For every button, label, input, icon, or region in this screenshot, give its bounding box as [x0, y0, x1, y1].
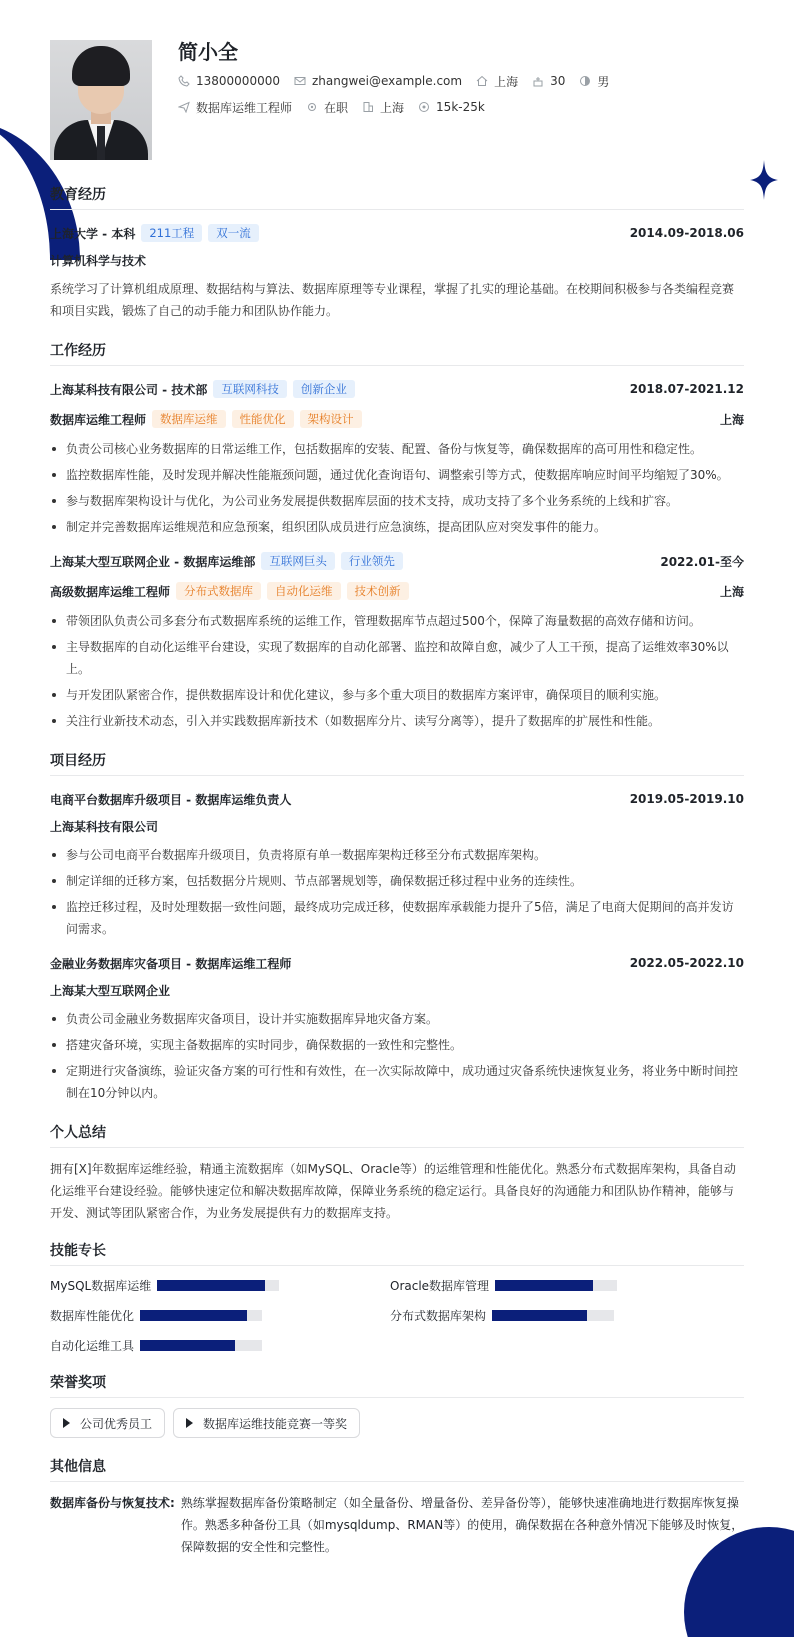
skill-name: 数据库性能优化 — [50, 1308, 135, 1323]
skill-bar — [140, 1310, 262, 1321]
skill-bar-fill — [157, 1280, 264, 1291]
section-title: 工作经历 — [50, 336, 744, 366]
position-text: 数据库运维工程师 — [196, 100, 293, 115]
project-title: 电商平台数据库升级项目 - 数据库运维负责人 — [50, 792, 292, 807]
role-tag: 自动化运维 — [267, 582, 341, 600]
salary-text: 15k-25k — [436, 100, 485, 114]
honor-label: 数据库运维技能竞赛一等奖 — [203, 1416, 348, 1431]
list-item: 监控数据库性能，及时发现并解决性能瓶颈问题，通过优化查询语句、调整索引等方式，使数据库响应时间平均缩短了30%。 — [50, 464, 744, 486]
work-section — [50, 336, 744, 732]
location-text: 上海 — [494, 74, 519, 89]
skill-name: Oracle数据库管理 — [390, 1278, 490, 1293]
send-icon — [178, 101, 190, 113]
role-tag: 架构设计 — [300, 410, 362, 428]
work-entry — [50, 548, 744, 732]
company-tag: 创新企业 — [293, 380, 355, 398]
contact-row — [178, 68, 623, 94]
resume-header — [50, 40, 744, 160]
project-title: 金融业务数据库灾备项目 - 数据库运维工程师 — [50, 956, 292, 971]
work-date: 2018.07-2021.12 — [629, 382, 744, 396]
skill-bar-fill — [495, 1280, 593, 1291]
skill-bar — [495, 1280, 617, 1291]
project-company: 上海某科技有限公司 — [50, 820, 159, 834]
play-icon — [63, 1418, 70, 1428]
work-location: 上海 — [719, 412, 744, 427]
skill-item — [50, 1336, 390, 1354]
gender-text: 男 — [597, 74, 610, 89]
list-item: 定期进行灾备演练，验证灾备方案的可行性和有效性，在一次实际故障中，成功通过灾备系统快速恢复业务，将业务中断时间控制在10分钟以内。 — [50, 1060, 744, 1104]
role-tag: 性能优化 — [232, 410, 294, 428]
skill-name: 分布式数据库架构 — [390, 1308, 487, 1323]
list-item: 制定并完善数据库运维规范和应急预案，组织团队成员进行应急演练，提高团队应对突发事件的能力。 — [50, 516, 744, 538]
skill-item — [50, 1306, 390, 1324]
skill-bar — [140, 1340, 262, 1351]
phone-icon — [178, 75, 190, 87]
section-title: 荣誉奖项 — [50, 1368, 744, 1398]
major: 计算机科学与技术 — [50, 254, 147, 268]
work-date: 2022.01-至今 — [660, 554, 744, 569]
company-tag: 互联网科技 — [213, 380, 287, 398]
project-entry — [50, 950, 744, 1104]
profile-photo — [50, 40, 152, 160]
city-text: 上海 — [380, 100, 405, 115]
skill-name: 自动化运维工具 — [50, 1338, 135, 1353]
list-item: 负责公司金融业务数据库灾备项目，设计并实施数据库异地灾备方案。 — [50, 1008, 744, 1030]
company-tag: 互联网巨头 — [261, 552, 335, 570]
project-date: 2019.05-2019.10 — [629, 792, 744, 806]
section-title: 项目经历 — [50, 746, 744, 776]
list-item: 与开发团队紧密合作，提供数据库设计和优化建议，参与多个重大项目的数据库方案评审，确保项目的顺利实施。 — [50, 684, 744, 706]
list-item: 参与数据库架构设计与优化，为公司业务发展提供数据库层面的技术支持，成功支持了多个业务系统的上线和扩容。 — [50, 490, 744, 512]
section-title: 教育经历 — [50, 180, 744, 210]
skills-section — [50, 1236, 744, 1354]
header-info — [178, 40, 623, 160]
section-title: 技能专长 — [50, 1236, 744, 1266]
status-text: 在职 — [324, 100, 349, 115]
job-intent-row — [178, 94, 623, 120]
skill-bar — [157, 1280, 279, 1291]
honors-section — [50, 1368, 744, 1438]
gender-icon — [579, 75, 591, 87]
section-title: 个人总结 — [50, 1118, 744, 1148]
skill-bar — [492, 1310, 614, 1321]
company-name: 上海某科技有限公司 - 技术部 — [50, 382, 208, 397]
role-name: 数据库运维工程师 — [50, 412, 147, 427]
work-location: 上海 — [719, 584, 744, 599]
salary-icon — [418, 101, 430, 113]
honor-chip[interactable] — [50, 1408, 165, 1438]
role-tag: 数据库运维 — [152, 410, 226, 428]
list-item: 带领团队负责公司多套分布式数据库系统的运维工作，管理数据库节点超过500个，保障了海量数据的高效存储和访问。 — [50, 610, 744, 632]
skill-item — [390, 1276, 730, 1294]
skill-bar-fill — [492, 1310, 587, 1321]
other-label: 数据库备份与恢复技术: — [50, 1496, 175, 1510]
role-name: 高级数据库运维工程师 — [50, 584, 171, 599]
skill-name: MySQL数据库运维 — [50, 1278, 152, 1293]
skill-bar-fill — [140, 1310, 247, 1321]
mail-icon — [294, 75, 306, 87]
project-entry — [50, 786, 744, 940]
email-text: zhangwei@example.com — [311, 74, 463, 88]
section-title: 其他信息 — [50, 1452, 744, 1482]
age-icon — [532, 75, 544, 87]
other-section — [50, 1452, 744, 1558]
role-tag: 分布式数据库 — [176, 582, 261, 600]
skill-item — [390, 1306, 730, 1324]
list-item: 制定详细的迁移方案，包括数据分片规则、节点部署规划等，确保数据迁移过程中业务的连续性。 — [50, 870, 744, 892]
building-icon — [362, 101, 374, 113]
honor-chip[interactable] — [173, 1408, 360, 1438]
list-item: 参与公司电商平台数据库升级项目，负责将原有单一数据库架构迁移至分布式数据库架构。 — [50, 844, 744, 866]
honor-label: 公司优秀员工 — [80, 1416, 153, 1431]
skill-item — [50, 1276, 390, 1294]
list-item: 搭建灾备环境，实现主备数据库的实时同步，确保数据的一致性和完整性。 — [50, 1034, 744, 1056]
status-icon — [306, 101, 318, 113]
age-text: 30 — [550, 74, 566, 88]
education-date: 2014.09-2018.06 — [629, 226, 744, 240]
project-date: 2022.05-2022.10 — [629, 956, 744, 970]
play-icon — [186, 1418, 193, 1428]
skill-bar-fill — [140, 1340, 235, 1351]
summary-section — [50, 1118, 744, 1224]
school-tag: 双一流 — [208, 224, 259, 242]
projects-section — [50, 746, 744, 1104]
company-tag: 行业领先 — [341, 552, 403, 570]
school-name: 上海大学 - 本科 — [50, 226, 136, 241]
other-text: 熟练掌握数据库备份策略制定（如全量备份、增量备份、差异备份等），能够快速准确地进行数据库恢复操作。熟悉多种备份工具（如mysqldump、RMAN等）的使用，确保数据在各种意外情况下能够及时恢复，保障数据的安全性和完整性。 — [180, 1496, 744, 1554]
project-company: 上海某大型互联网企业 — [50, 984, 171, 998]
school-tag: 211工程 — [141, 224, 202, 242]
candidate-name: 简小全 — [178, 40, 238, 64]
list-item: 关注行业新技术动态，引入并实践数据库新技术（如数据库分片、读写分离等），提升了数据库的扩展性和性能。 — [50, 710, 744, 732]
company-name: 上海某大型互联网企业 - 数据库运维部 — [50, 554, 256, 569]
list-item: 监控迁移过程，及时处理数据一致性问题，最终成功完成迁移，使数据库承载能力提升了5倍，满足了电商大促期间的高并发访问需求。 — [50, 896, 744, 940]
list-item: 主导数据库的自动化运维平台建设，实现了数据库的自动化部署、监控和故障自愈，减少了人工干预，提高了运维效率30%以上。 — [50, 636, 744, 680]
phone-text: 13800000000 — [196, 74, 280, 88]
list-item: 负责公司核心业务数据库的日常运维工作，包括数据库的安装、配置、备份与恢复等，确保数据库的高可用性和稳定性。 — [50, 438, 744, 460]
home-icon — [476, 75, 488, 87]
education-description: 系统学习了计算机组成原理、数据结构与算法、数据库原理等专业课程，掌握了扎实的理论基础。在校期间积极参与各类编程竞赛和项目实践，锻炼了自己的动手能力和团队协作能力。 — [50, 282, 735, 318]
summary-text: 拥有[X]年数据库运维经验，精通主流数据库（如MySQL、Oracle等）的运维管理和性能优化。熟悉分布式数据库架构，具备自动化运维平台建设经验。能够快速定位和解决数据库故障，保障业务系统的稳定运行。具备良好的沟通能力和团队协作精神，能够与开发、测试等团队紧密合作，为业务发展提供有力的数据库支持。 — [50, 1162, 736, 1220]
work-entry — [50, 376, 744, 538]
role-tag: 技术创新 — [347, 582, 409, 600]
education-section — [50, 180, 744, 322]
